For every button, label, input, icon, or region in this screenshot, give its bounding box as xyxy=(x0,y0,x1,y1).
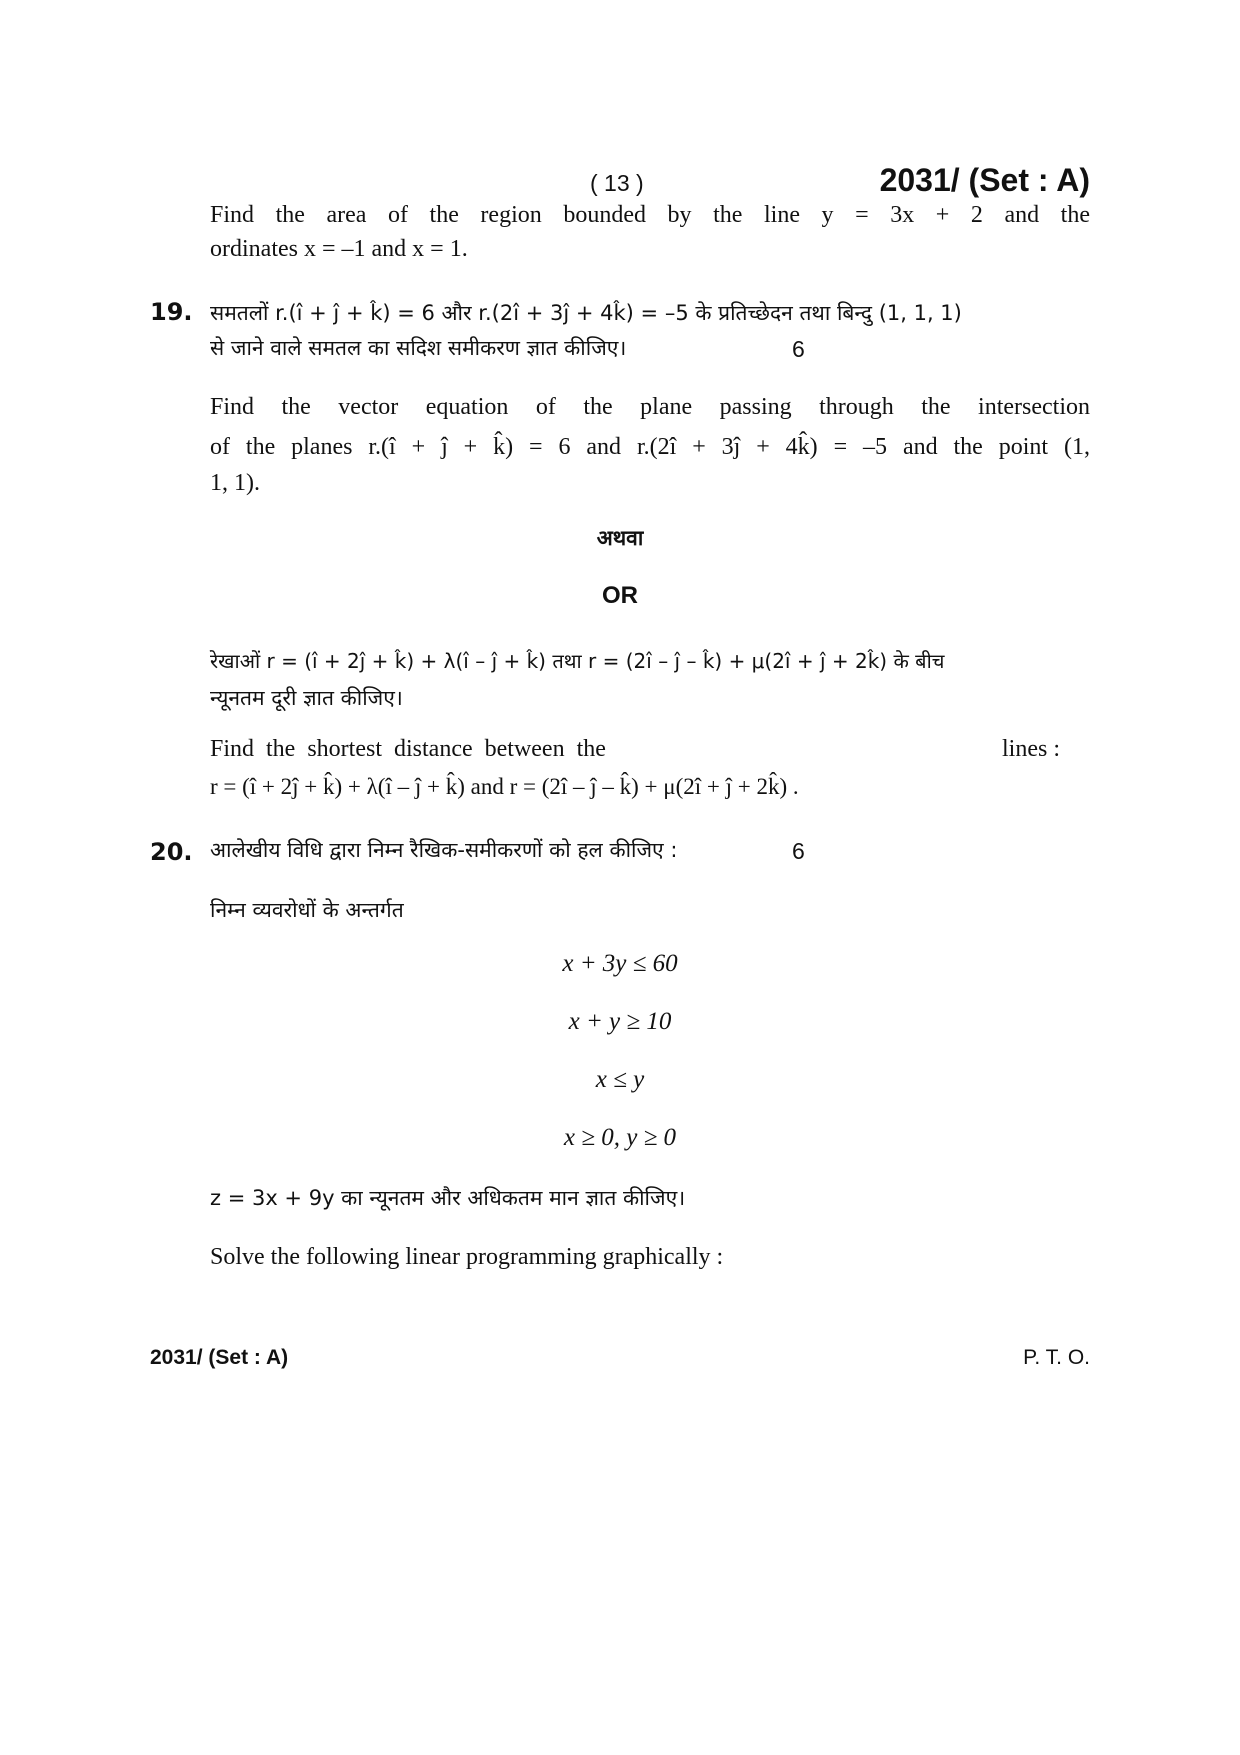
q19-alt-english-line-1b: lines : xyxy=(1002,736,1060,762)
question-number: 20. xyxy=(150,838,193,866)
paper-code-footer: 2031/ (Set : A) xyxy=(150,1346,289,1369)
q19-english-line-2: of the planes r.(î + ĵ + k̂) = 6 and r.(2î + 3ĵ + 4k̂) = –5 and the point (1, xyxy=(210,434,1090,460)
marks: 6 xyxy=(792,838,805,864)
q19-alt-english-line-1a: Find the shortest distance between the xyxy=(210,736,606,762)
q20-hindi-line-2: निम्न व्यवरोधों के अन्तर्गत xyxy=(210,898,404,922)
q19-english-line-1: Find the vector equation of the plane passing through the intersection xyxy=(210,394,1090,420)
or-hindi: अथवा xyxy=(596,526,644,550)
constraint: x + y ≥ 10 xyxy=(568,1008,672,1035)
paper-code-header: 2031/ (Set : A) xyxy=(879,162,1090,198)
q18-english-line-2: ordinates x = –1 and x = 1. xyxy=(210,236,468,262)
q18-english-line-1: Find the area of the region bounded by the line y = 3x + 2 and the xyxy=(210,202,1090,228)
q19-alt-hindi-line-1: रेखाओं r = (î + 2ĵ + k̂) + λ(î – ĵ + k̂) तथा r = (2î – ĵ – k̂) + μ(2î + ĵ + 2k̂) के बीच xyxy=(210,649,945,673)
page-number: ( 13 ) xyxy=(590,170,644,196)
question-number: 19. xyxy=(150,298,193,326)
q20-hindi-line-1: आलेखीय विधि द्वारा निम्न रैखिक-समीकरणों को हल कीजिए : xyxy=(210,838,678,862)
q19-alt-english-line-2: r = (î + 2ĵ + k̂) + λ(î – ĵ + k̂) and r = (2î – ĵ – k̂) + μ(2î + ĵ + 2k̂) . xyxy=(210,774,799,799)
pto-label: P. T. O. xyxy=(1023,1346,1090,1369)
q19-english-line-3: 1, 1). xyxy=(210,470,260,496)
marks: 6 xyxy=(792,336,805,362)
q20-objective-hindi: z = 3x + 9y का न्यूनतम और अधिकतम मान ज्ञात कीजिए। xyxy=(210,1186,686,1210)
or-english: OR xyxy=(602,582,638,609)
constraint: x + 3y ≤ 60 xyxy=(562,950,678,977)
q19-alt-hindi-line-2: न्यूनतम दूरी ज्ञात कीजिए। xyxy=(210,686,403,710)
constraint: x ≤ y xyxy=(595,1066,645,1093)
q20-english-line-1: Solve the following linear programming graphically : xyxy=(210,1244,724,1270)
q19-hindi-line-1: समतलों r.(î + ĵ + k̂) = 6 और r.(2î + 3ĵ + 4k̂) = –5 के प्रतिच्छेदन तथा बिन्दु (1, 1, 1) xyxy=(210,301,962,325)
constraint: x ≥ 0, y ≥ 0 xyxy=(563,1124,677,1151)
q19-hindi-line-2: से जाने वाले समतल का सदिश समीकरण ज्ञात कीजिए। xyxy=(210,336,627,360)
